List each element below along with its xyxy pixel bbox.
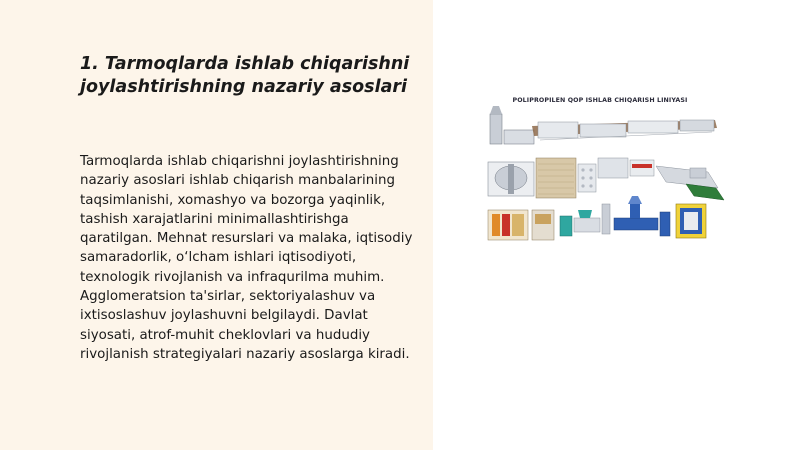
bag-cutting-machine bbox=[598, 158, 724, 200]
baling-press bbox=[676, 204, 706, 238]
image-caption: POLIPROPILEN QOP ISHLAB CHIQARISH LINIYASI bbox=[512, 97, 688, 104]
production-line-image bbox=[480, 92, 730, 244]
slide-title: 1. Tarmoqlarda ishlab chiqarishni joylashtirishning nazariy asoslari bbox=[80, 54, 410, 97]
bag-samples bbox=[488, 210, 554, 240]
recycling-machine bbox=[560, 204, 610, 236]
tape-extrusion-line bbox=[490, 106, 717, 144]
machinery-collage-graphic bbox=[480, 92, 730, 244]
slide-body-text: Tarmoqlarda ishlab chiqarishni joylashtirishning nazariy asoslari ishlab chiqarish manbalarining taqsimlanishi, xomashyo va bozorga yaqinlik, tashish xarajatlarini minimallashtirishga qaratilgan. Mehnat resurslari va malaka, iqtisodiy samaradorlik, o‘lcham ishlari iqtisodiyoti, texnologik rivojlanish va infraqurilma muhim. Agglomeratsion ta'sirlar, sektoriyalashuv va ixtisoslashuv joylashuvni belgilaydi. Davlat siyosati, atrof-muhit cheklovlari va hududiy rivojlanish strategiyalari nazariy asoslarga kiradi. bbox=[80, 154, 413, 362]
circular-loom bbox=[488, 158, 596, 198]
pellet-extruder bbox=[614, 196, 670, 236]
